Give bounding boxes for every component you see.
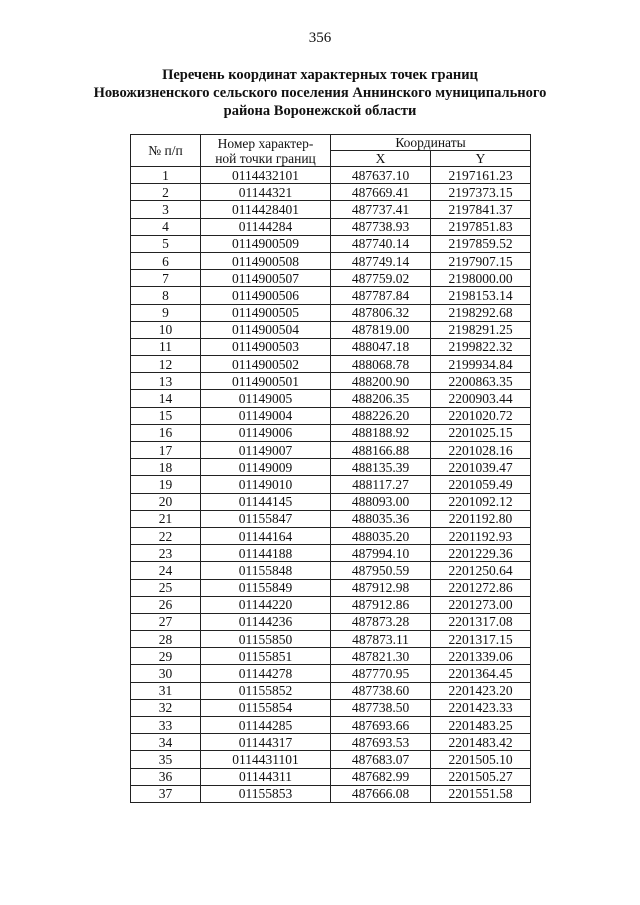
table-row bbox=[131, 338, 531, 355]
cell-point-number: 01144164 bbox=[201, 527, 331, 544]
cell-point-number: 01149006 bbox=[201, 424, 331, 441]
cell-y: 2198000.00 bbox=[431, 270, 531, 287]
cell-y: 2201092.12 bbox=[431, 493, 531, 510]
cell-x: 487806.32 bbox=[331, 304, 431, 321]
cell-x: 488200.90 bbox=[331, 373, 431, 390]
cell-index: 4 bbox=[131, 218, 201, 235]
cell-x: 488035.36 bbox=[331, 510, 431, 527]
title-line-3: района Воронежской области bbox=[223, 103, 417, 119]
table-row bbox=[131, 562, 531, 579]
cell-y: 2201020.72 bbox=[431, 407, 531, 424]
cell-y: 2198153.14 bbox=[431, 287, 531, 304]
table-row bbox=[131, 682, 531, 699]
cell-index: 23 bbox=[131, 545, 201, 562]
cell-point-number: 01155848 bbox=[201, 562, 331, 579]
table-row bbox=[131, 717, 531, 734]
cell-x: 487740.14 bbox=[331, 235, 431, 252]
cell-y: 2201273.00 bbox=[431, 596, 531, 613]
cell-index: 26 bbox=[131, 596, 201, 613]
cell-point-number: 01144317 bbox=[201, 734, 331, 751]
cell-index: 31 bbox=[131, 682, 201, 699]
header-index: № п/п bbox=[131, 135, 201, 167]
table-row bbox=[131, 218, 531, 235]
cell-index: 6 bbox=[131, 252, 201, 269]
cell-x: 488047.18 bbox=[331, 338, 431, 355]
title-line-2: Новожизненского сельского поселения Аннинского муниципального bbox=[93, 85, 547, 101]
table-row bbox=[131, 373, 531, 390]
cell-point-number: 01155853 bbox=[201, 785, 331, 802]
cell-y: 2201272.86 bbox=[431, 579, 531, 596]
cell-point-number: 0114900509 bbox=[201, 235, 331, 252]
table-row bbox=[131, 648, 531, 665]
cell-y: 2201192.80 bbox=[431, 510, 531, 527]
cell-index: 5 bbox=[131, 235, 201, 252]
cell-x: 487666.08 bbox=[331, 785, 431, 802]
cell-x: 488226.20 bbox=[331, 407, 431, 424]
cell-index: 16 bbox=[131, 424, 201, 441]
cell-point-number: 01144311 bbox=[201, 768, 331, 785]
cell-y: 2201317.08 bbox=[431, 613, 531, 630]
cell-y: 2200903.44 bbox=[431, 390, 531, 407]
cell-x: 487912.98 bbox=[331, 579, 431, 596]
cell-x: 487759.02 bbox=[331, 270, 431, 287]
cell-index: 8 bbox=[131, 287, 201, 304]
cell-index: 27 bbox=[131, 613, 201, 630]
cell-y: 2201317.15 bbox=[431, 631, 531, 648]
cell-point-number: 01155854 bbox=[201, 699, 331, 716]
header-coordinates: Координаты bbox=[331, 135, 531, 151]
cell-point-number: 01155849 bbox=[201, 579, 331, 596]
cell-index: 13 bbox=[131, 373, 201, 390]
table-row bbox=[131, 304, 531, 321]
table-row bbox=[131, 321, 531, 338]
table-row bbox=[131, 613, 531, 630]
cell-x: 487950.59 bbox=[331, 562, 431, 579]
cell-index: 15 bbox=[131, 407, 201, 424]
cell-y: 2197841.37 bbox=[431, 201, 531, 218]
table-row bbox=[131, 751, 531, 768]
table-row bbox=[131, 442, 531, 459]
cell-point-number: 0114900508 bbox=[201, 252, 331, 269]
cell-x: 488135.39 bbox=[331, 459, 431, 476]
table-row bbox=[131, 734, 531, 751]
cell-index: 20 bbox=[131, 493, 201, 510]
table-row bbox=[131, 252, 531, 269]
table-row bbox=[131, 424, 531, 441]
cell-point-number: 0114900506 bbox=[201, 287, 331, 304]
cell-x: 487669.41 bbox=[331, 184, 431, 201]
table-row bbox=[131, 785, 531, 802]
cell-point-number: 01149009 bbox=[201, 459, 331, 476]
cell-index: 34 bbox=[131, 734, 201, 751]
table-row bbox=[131, 167, 531, 184]
cell-y: 2197851.83 bbox=[431, 218, 531, 235]
table-body bbox=[131, 167, 531, 803]
cell-point-number: 0114900501 bbox=[201, 373, 331, 390]
table-row bbox=[131, 235, 531, 252]
cell-index: 18 bbox=[131, 459, 201, 476]
cell-x: 488093.00 bbox=[331, 493, 431, 510]
cell-y: 2201551.58 bbox=[431, 785, 531, 802]
title-line-1: Перечень координат характерных точек границ bbox=[162, 67, 478, 83]
cell-point-number: 01144220 bbox=[201, 596, 331, 613]
cell-x: 488068.78 bbox=[331, 356, 431, 373]
cell-x: 488206.35 bbox=[331, 390, 431, 407]
table-row bbox=[131, 631, 531, 648]
cell-y: 2199934.84 bbox=[431, 356, 531, 373]
cell-index: 30 bbox=[131, 665, 201, 682]
cell-point-number: 01144284 bbox=[201, 218, 331, 235]
cell-x: 487787.84 bbox=[331, 287, 431, 304]
cell-point-number: 01155852 bbox=[201, 682, 331, 699]
cell-y: 2201025.15 bbox=[431, 424, 531, 441]
cell-point-number: 0114432101 bbox=[201, 167, 331, 184]
table-row bbox=[131, 287, 531, 304]
cell-x: 487738.50 bbox=[331, 699, 431, 716]
cell-point-number: 01144278 bbox=[201, 665, 331, 682]
cell-point-number: 01149005 bbox=[201, 390, 331, 407]
cell-point-number: 0114900505 bbox=[201, 304, 331, 321]
cell-y: 2201423.20 bbox=[431, 682, 531, 699]
cell-index: 22 bbox=[131, 527, 201, 544]
cell-point-number: 0114431101 bbox=[201, 751, 331, 768]
cell-y: 2201192.93 bbox=[431, 527, 531, 544]
cell-x: 487682.99 bbox=[331, 768, 431, 785]
cell-y: 2200863.35 bbox=[431, 373, 531, 390]
table-row bbox=[131, 201, 531, 218]
table-row bbox=[131, 493, 531, 510]
cell-y: 2198291.25 bbox=[431, 321, 531, 338]
cell-index: 25 bbox=[131, 579, 201, 596]
header-point-line-2: ной точки границ bbox=[215, 150, 316, 166]
cell-y: 2201028.16 bbox=[431, 442, 531, 459]
cell-index: 12 bbox=[131, 356, 201, 373]
cell-index: 9 bbox=[131, 304, 201, 321]
cell-index: 37 bbox=[131, 785, 201, 802]
cell-x: 488117.27 bbox=[331, 476, 431, 493]
cell-x: 487637.10 bbox=[331, 167, 431, 184]
cell-y: 2201483.42 bbox=[431, 734, 531, 751]
cell-index: 36 bbox=[131, 768, 201, 785]
cell-x: 487912.86 bbox=[331, 596, 431, 613]
cell-y: 2201483.25 bbox=[431, 717, 531, 734]
cell-y: 2197161.23 bbox=[431, 167, 531, 184]
header-y: Y bbox=[431, 151, 531, 167]
cell-x: 487683.07 bbox=[331, 751, 431, 768]
cell-x: 487749.14 bbox=[331, 252, 431, 269]
cell-index: 11 bbox=[131, 338, 201, 355]
cell-point-number: 01155847 bbox=[201, 510, 331, 527]
cell-point-number: 0114900503 bbox=[201, 338, 331, 355]
cell-index: 19 bbox=[131, 476, 201, 493]
cell-x: 488035.20 bbox=[331, 527, 431, 544]
table-row bbox=[131, 356, 531, 373]
table-row bbox=[131, 545, 531, 562]
cell-index: 35 bbox=[131, 751, 201, 768]
table-row bbox=[131, 768, 531, 785]
cell-y: 2197373.15 bbox=[431, 184, 531, 201]
cell-index: 14 bbox=[131, 390, 201, 407]
cell-point-number: 01144321 bbox=[201, 184, 331, 201]
cell-x: 488188.92 bbox=[331, 424, 431, 441]
cell-index: 29 bbox=[131, 648, 201, 665]
cell-y: 2199822.32 bbox=[431, 338, 531, 355]
table-row bbox=[131, 459, 531, 476]
cell-index: 32 bbox=[131, 699, 201, 716]
cell-x: 487994.10 bbox=[331, 545, 431, 562]
cell-index: 1 bbox=[131, 167, 201, 184]
cell-point-number: 0114900507 bbox=[201, 270, 331, 287]
cell-x: 487693.53 bbox=[331, 734, 431, 751]
cell-point-number: 01149007 bbox=[201, 442, 331, 459]
cell-y: 2197907.15 bbox=[431, 252, 531, 269]
cell-y: 2201423.33 bbox=[431, 699, 531, 716]
table-row bbox=[131, 184, 531, 201]
cell-y: 2201505.10 bbox=[431, 751, 531, 768]
cell-y: 2198292.68 bbox=[431, 304, 531, 321]
cell-y: 2201059.49 bbox=[431, 476, 531, 493]
cell-x: 487738.93 bbox=[331, 218, 431, 235]
cell-index: 2 bbox=[131, 184, 201, 201]
table-row bbox=[131, 476, 531, 493]
table-row bbox=[131, 390, 531, 407]
table-row bbox=[131, 407, 531, 424]
cell-x: 487737.41 bbox=[331, 201, 431, 218]
table-row bbox=[131, 579, 531, 596]
coordinates-table bbox=[130, 134, 531, 803]
cell-y: 2201250.64 bbox=[431, 562, 531, 579]
cell-point-number: 01144188 bbox=[201, 545, 331, 562]
cell-x: 487873.28 bbox=[331, 613, 431, 630]
cell-x: 487819.00 bbox=[331, 321, 431, 338]
cell-index: 3 bbox=[131, 201, 201, 218]
cell-index: 33 bbox=[131, 717, 201, 734]
cell-y: 2201364.45 bbox=[431, 665, 531, 682]
cell-x: 488166.88 bbox=[331, 442, 431, 459]
table-row bbox=[131, 665, 531, 682]
cell-y: 2197859.52 bbox=[431, 235, 531, 252]
cell-x: 487821.30 bbox=[331, 648, 431, 665]
cell-point-number: 01149004 bbox=[201, 407, 331, 424]
cell-point-number: 01155850 bbox=[201, 631, 331, 648]
cell-x: 487873.11 bbox=[331, 631, 431, 648]
cell-x: 487770.95 bbox=[331, 665, 431, 682]
table-row bbox=[131, 527, 531, 544]
cell-index: 24 bbox=[131, 562, 201, 579]
table-row bbox=[131, 270, 531, 287]
cell-x: 487693.66 bbox=[331, 717, 431, 734]
cell-point-number: 01144236 bbox=[201, 613, 331, 630]
cell-index: 21 bbox=[131, 510, 201, 527]
cell-y: 2201505.27 bbox=[431, 768, 531, 785]
cell-point-number: 01144145 bbox=[201, 493, 331, 510]
cell-x: 487738.60 bbox=[331, 682, 431, 699]
cell-y: 2201229.36 bbox=[431, 545, 531, 562]
table-row bbox=[131, 699, 531, 716]
cell-point-number: 0114428401 bbox=[201, 201, 331, 218]
cell-index: 28 bbox=[131, 631, 201, 648]
cell-point-number: 01155851 bbox=[201, 648, 331, 665]
cell-index: 17 bbox=[131, 442, 201, 459]
cell-point-number: 0114900502 bbox=[201, 356, 331, 373]
cell-y: 2201039.47 bbox=[431, 459, 531, 476]
document-title bbox=[60, 66, 580, 120]
table-row bbox=[131, 596, 531, 613]
header-point-line-1: Номер характер- bbox=[217, 135, 314, 151]
cell-point-number: 01144285 bbox=[201, 717, 331, 734]
header-x: X bbox=[331, 151, 431, 167]
page-number: 356 bbox=[308, 30, 332, 46]
table-row bbox=[131, 510, 531, 527]
cell-point-number: 01149010 bbox=[201, 476, 331, 493]
cell-index: 10 bbox=[131, 321, 201, 338]
cell-index: 7 bbox=[131, 270, 201, 287]
cell-point-number: 0114900504 bbox=[201, 321, 331, 338]
header-point-number bbox=[201, 135, 331, 167]
cell-y: 2201339.06 bbox=[431, 648, 531, 665]
